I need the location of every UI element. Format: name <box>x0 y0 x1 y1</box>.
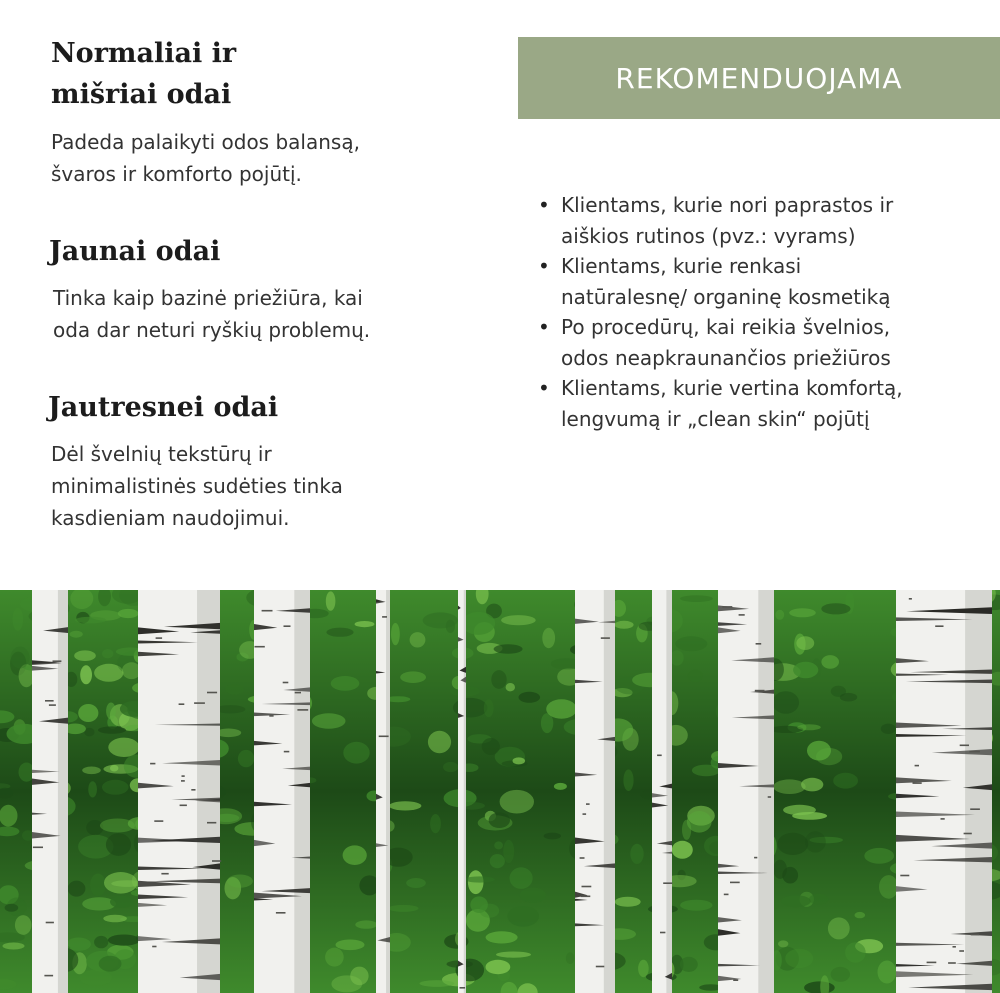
birch-forest-photo <box>0 590 1000 993</box>
list-item: • Klientams, kurie renkasi natūralesnę/ organinę kosmetiką <box>538 251 988 312</box>
birch-trunk <box>138 590 221 993</box>
recommended-banner-label: REKOMENDUOJAMA <box>615 61 903 95</box>
birch-trunk <box>458 590 466 993</box>
birch-trunk <box>652 590 672 993</box>
birch-trunk <box>254 590 310 993</box>
section-text-young-skin: Tinka kaip bazinė priežiūra, kai oda dar neturi ryškių problemų. <box>53 286 371 342</box>
section-text-sensitive-skin: Dėl švelnių tekstūrų ir minimalistinės sudėties tinka kasdieniam naudojimui. <box>51 442 343 530</box>
section-text-normal-skin: Padeda palaikyti odos balansą, švaros ir komforto pojūtį. <box>51 130 360 186</box>
birch-trunk <box>376 590 390 993</box>
birch-trunk <box>896 590 992 993</box>
list-item: • Klientams, kurie nori paprastos ir aiškios rutinos (pvz.: vyrams) <box>538 190 988 251</box>
section-title-sensitive-skin: Jautresnei odai <box>48 392 279 423</box>
recommendation-list <box>538 190 988 434</box>
birch-trunk <box>718 590 774 993</box>
birch-trunk <box>575 590 615 993</box>
section-title-young-skin: Jaunai odai <box>49 236 221 267</box>
section-title-normal-skin: Normaliai ir mišriai odai <box>51 38 237 110</box>
recommended-banner <box>518 37 1000 119</box>
list-item: • Klientams, kurie vertina komfortą, lengvumą ir „clean skin“ pojūtį <box>538 373 988 434</box>
list-item: • Po procedūrų, kai reikia švelnios, odos neapkraunančios priežiūros <box>538 312 988 373</box>
birch-trunk <box>32 590 68 993</box>
